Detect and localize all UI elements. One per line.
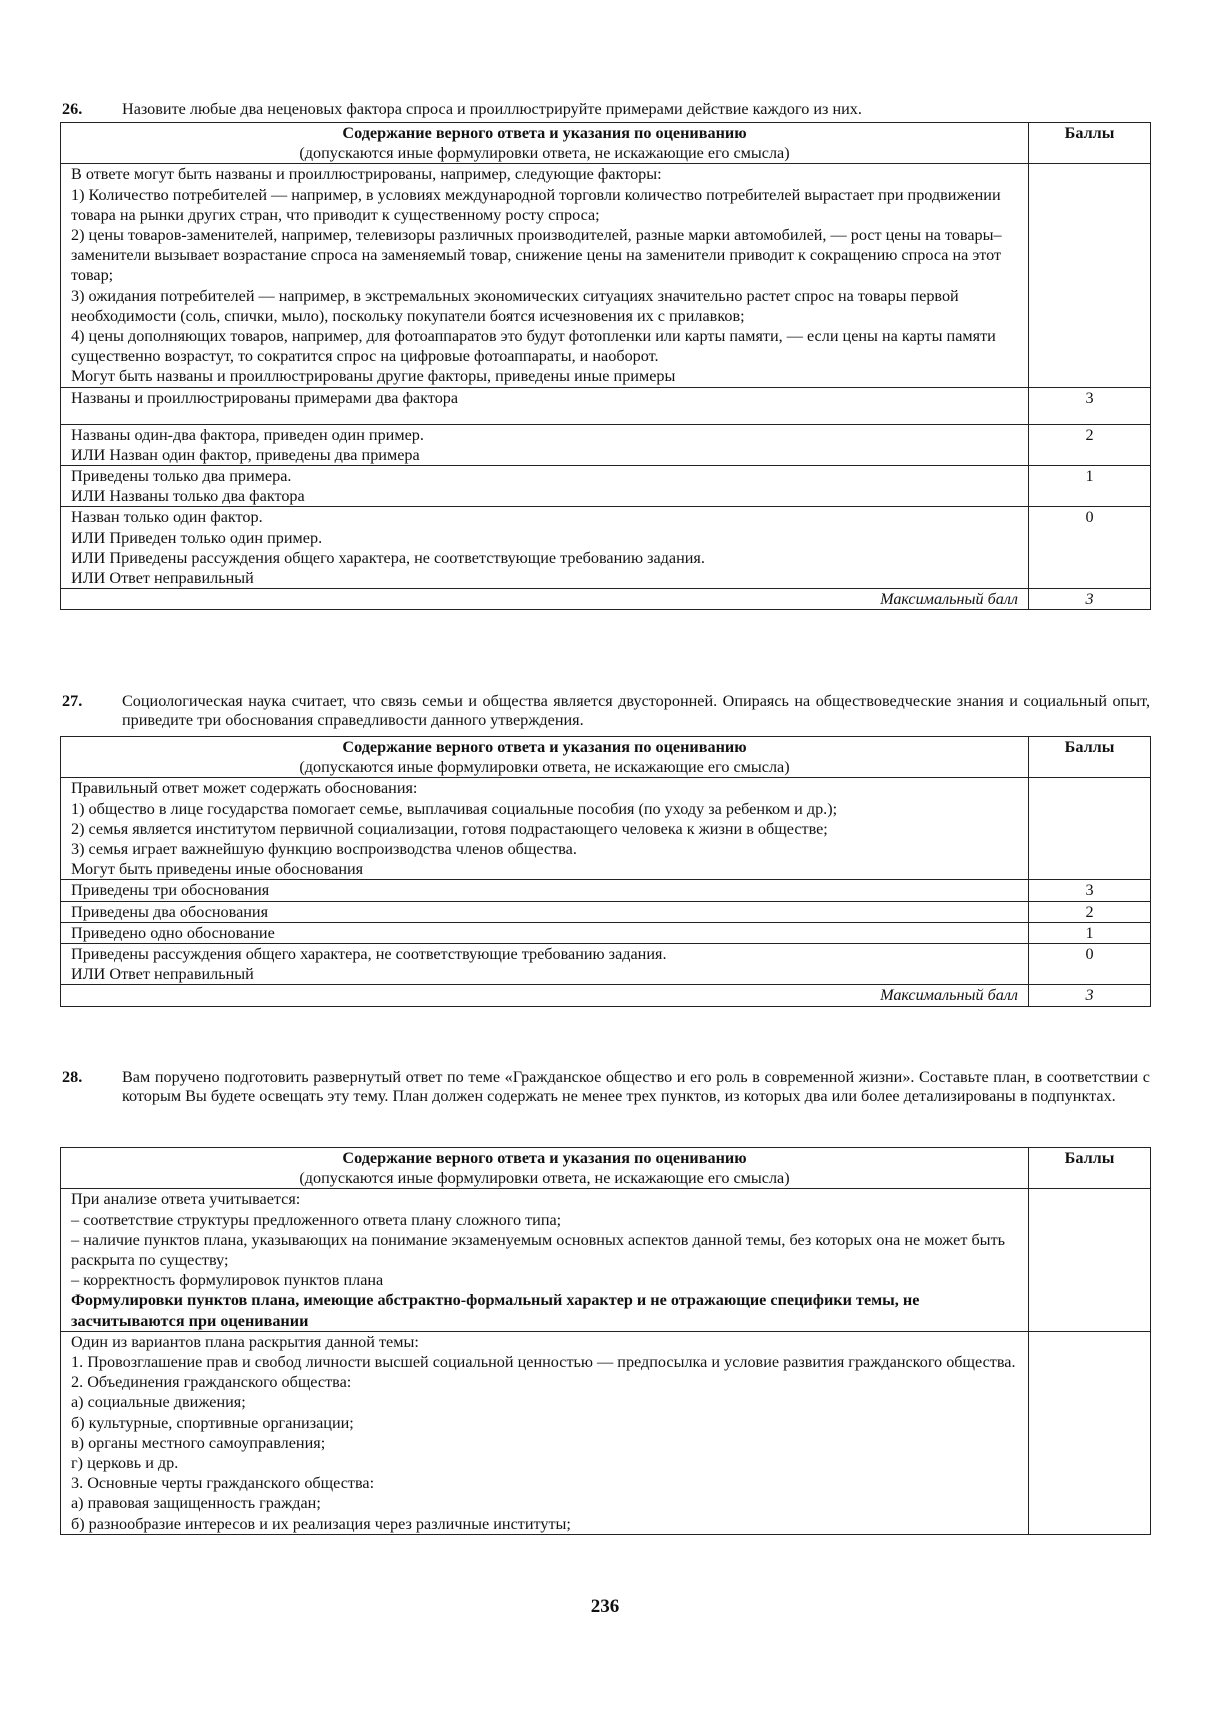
table-row <box>61 922 1151 943</box>
criterion-text: Названы и проиллюстрированы примерами два фактора <box>71 388 459 407</box>
answer-table-26 <box>60 122 1151 610</box>
content-line: 4) цены дополняющих товаров, например, для фотоаппаратов это будут фотопленки или карты памяти, — если цены на карты памяти существенно возрастут, то сократится спрос на цифровые фотоаппараты, и наоборот. <box>71 327 996 366</box>
score-value: 0 <box>1029 944 1151 985</box>
criterion-text: ИЛИ Ответ неправильный <box>71 965 254 984</box>
criterion-text: ИЛИ Приведен только один пример. <box>71 528 323 547</box>
score-value: 2 <box>1029 424 1151 465</box>
score-value: 2 <box>1029 901 1151 922</box>
plan-line: г) церковь и др. <box>71 1454 179 1473</box>
content-line: 3) ожидания потребителей — например, в экстремальных экономических ситуациях значительно растет спрос на товары первой необходимости (соль, спички, мыло), поскольку покупатели боятся исчезновения их с прилавков; <box>71 286 959 325</box>
max-score-value: 3 <box>1029 985 1151 1006</box>
question-number: 27. <box>62 692 83 710</box>
score-value: 0 <box>1029 507 1151 589</box>
question-number: 28. <box>62 1068 83 1086</box>
table-row <box>61 466 1151 507</box>
plan-line: Один из вариантов плана раскрытия данной темы: <box>71 1332 419 1351</box>
header-title: Содержание верного ответа и указания по оцениванию <box>342 124 747 142</box>
answer-table-27 <box>60 736 1151 1007</box>
criterion-text: Назван только один фактор. <box>71 508 263 527</box>
content-line: Могут быть названы и проиллюстрированы другие факторы, приведены иные примеры <box>71 367 676 386</box>
question-26 <box>62 100 1150 119</box>
plan-line: в) органы местного самоуправления; <box>71 1433 326 1452</box>
criterion-text: Приведены три обоснования <box>61 880 1029 901</box>
header-score: Баллы <box>1029 1148 1151 1189</box>
max-score-label: Максимальный балл <box>61 589 1029 610</box>
header-title: Содержание верного ответа и указания по оцениванию <box>342 738 747 756</box>
plan-line: б) культурные, спортивные организации; <box>71 1413 354 1432</box>
score-value: 1 <box>1029 466 1151 507</box>
header-title: Содержание верного ответа и указания по оцениванию <box>342 1149 747 1167</box>
content-line: При анализе ответа учитывается: <box>71 1190 301 1209</box>
table-header <box>61 1148 1151 1189</box>
plan-line: 2. Объединения гражданского общества: <box>71 1373 352 1392</box>
criterion-text: Приведены два обоснования <box>61 901 1029 922</box>
table-row <box>61 507 1151 589</box>
content-line: 3) семья играет важнейшую функцию воспроизводства членов общества. <box>71 840 577 859</box>
criterion-text: Приведены рассуждения общего характера, не соответствующие требованию задания. <box>71 945 667 964</box>
analysis-criteria <box>61 1189 1151 1331</box>
header-score: Баллы <box>1029 123 1151 164</box>
criterion-text: ИЛИ Названы только два фактора <box>71 487 305 506</box>
answer-content <box>61 778 1151 880</box>
content-line: 1) Количество потребителей — например, в условиях международной торговли количество потребителей вырастает при продвижении товара на рынки других стран, что приводит к существенному росту спроса; <box>71 185 1001 224</box>
plan-line: 3. Основные черты гражданского общества: <box>71 1474 375 1493</box>
content-line: 2) семья является институтом первичной социализации, готовя подрастающего человека к жизни в обществе; <box>71 819 828 838</box>
content-line: – наличие пунктов плана, указывающих на понимание экзаменуемым основных аспектов данной темы, без которых она не может быть раскрыта по существу; <box>71 1230 1006 1270</box>
criterion-text: ИЛИ Ответ неправильный <box>71 569 254 588</box>
score-value: 3 <box>1029 880 1151 901</box>
plan-line: 1. Провозглашение прав и свобод личности высшей социальной ценностью — предпосылка и условие развития гражданского общества. <box>71 1353 1016 1372</box>
score-value: 3 <box>1029 387 1151 424</box>
question-number: 26. <box>62 100 83 118</box>
table-header <box>61 123 1151 164</box>
table-header <box>61 737 1151 778</box>
table-row <box>61 901 1151 922</box>
content-line: В ответе могут быть названы и проиллюстрированы, например, следующие факторы: <box>71 165 662 184</box>
header-score: Баллы <box>1029 737 1151 778</box>
question-text: Назовите любые два неценовых фактора спроса и проиллюстрируйте примерами действие каждого из них. <box>122 100 862 118</box>
header-subtitle: (допускаются иные формулировки ответа, не искажающие его смысла) <box>299 758 790 777</box>
max-score-label: Максимальный балл <box>61 985 1029 1006</box>
content-line: – корректность формулировок пунктов плана <box>71 1271 384 1290</box>
max-score-row <box>61 985 1151 1006</box>
criterion-text: Приведено одно обоснование <box>61 922 1029 943</box>
question-text: Вам поручено подготовить развернутый ответ по теме «Гражданское общество и его роль в современной жизни». Составьте план, в соответствии с которым Вы будете освещать эту тему. План должен содержать не менее трех пунктов, из которых два или более детализированы в подпунктах. <box>122 1068 1150 1105</box>
answer-content <box>61 164 1151 387</box>
score-value: 1 <box>1029 922 1151 943</box>
plan-variant <box>61 1331 1151 1534</box>
content-line: Могут быть приведены иные обоснования <box>71 860 364 879</box>
table-row <box>61 944 1151 985</box>
criterion-text: Приведены только два примера. <box>71 467 292 486</box>
content-line: 2) цены товаров-заменителей, например, телевизоры различных производителей, разные марки автомобилей, — рост цены на товары–заменители вызывает возрастание спроса на заменяемый товар, снижение цены на заменители приводит к сокращению спроса на этот товар; <box>71 226 1002 285</box>
table-row <box>61 880 1151 901</box>
header-subtitle: (допускаются иные формулировки ответа, не искажающие его смысла) <box>299 1169 790 1188</box>
bold-note: Формулировки пунктов плана, имеющие абстрактно-формальный характер и не отражающие специфики темы, не засчитываются при оценивании <box>71 1291 920 1330</box>
plan-line: а) социальные движения; <box>71 1393 246 1412</box>
max-score-row <box>61 589 1151 610</box>
criterion-text: ИЛИ Назван один фактор, приведены два примера <box>71 445 420 464</box>
criterion-text: Названы один-два фактора, приведен один пример. <box>71 425 424 444</box>
table-row <box>61 387 1151 424</box>
content-line: – соответствие структуры предложенного ответа плану сложного типа; <box>71 1210 562 1229</box>
content-line: Правильный ответ может содержать обоснования: <box>71 779 418 798</box>
question-text: Социологическая наука считает, что связь семьи и общества является двусторонней. Опираясь на обществоведческие знания и социальный опыт, приведите три обоснования справедливости данного утверждения. <box>122 692 1150 729</box>
criterion-text: ИЛИ Приведены рассуждения общего характера, не соответствующие требованию задания. <box>71 548 705 567</box>
question-27 <box>62 692 1150 730</box>
max-score-value: 3 <box>1029 589 1151 610</box>
answer-table-28 <box>60 1147 1151 1535</box>
plan-line: а) правовая защищенность граждан; <box>71 1494 321 1513</box>
question-28 <box>62 1068 1150 1106</box>
plan-line: б) разнообразие интересов и их реализация через различные институты; <box>71 1514 571 1533</box>
header-subtitle: (допускаются иные формулировки ответа, не искажающие его смысла) <box>299 144 790 163</box>
content-line: 1) общество в лице государства помогает семье, выплачивая социальные пособия (по уходу за ребенком и др.); <box>71 799 838 818</box>
table-row <box>61 424 1151 465</box>
page-number: 236 <box>590 1596 620 1617</box>
